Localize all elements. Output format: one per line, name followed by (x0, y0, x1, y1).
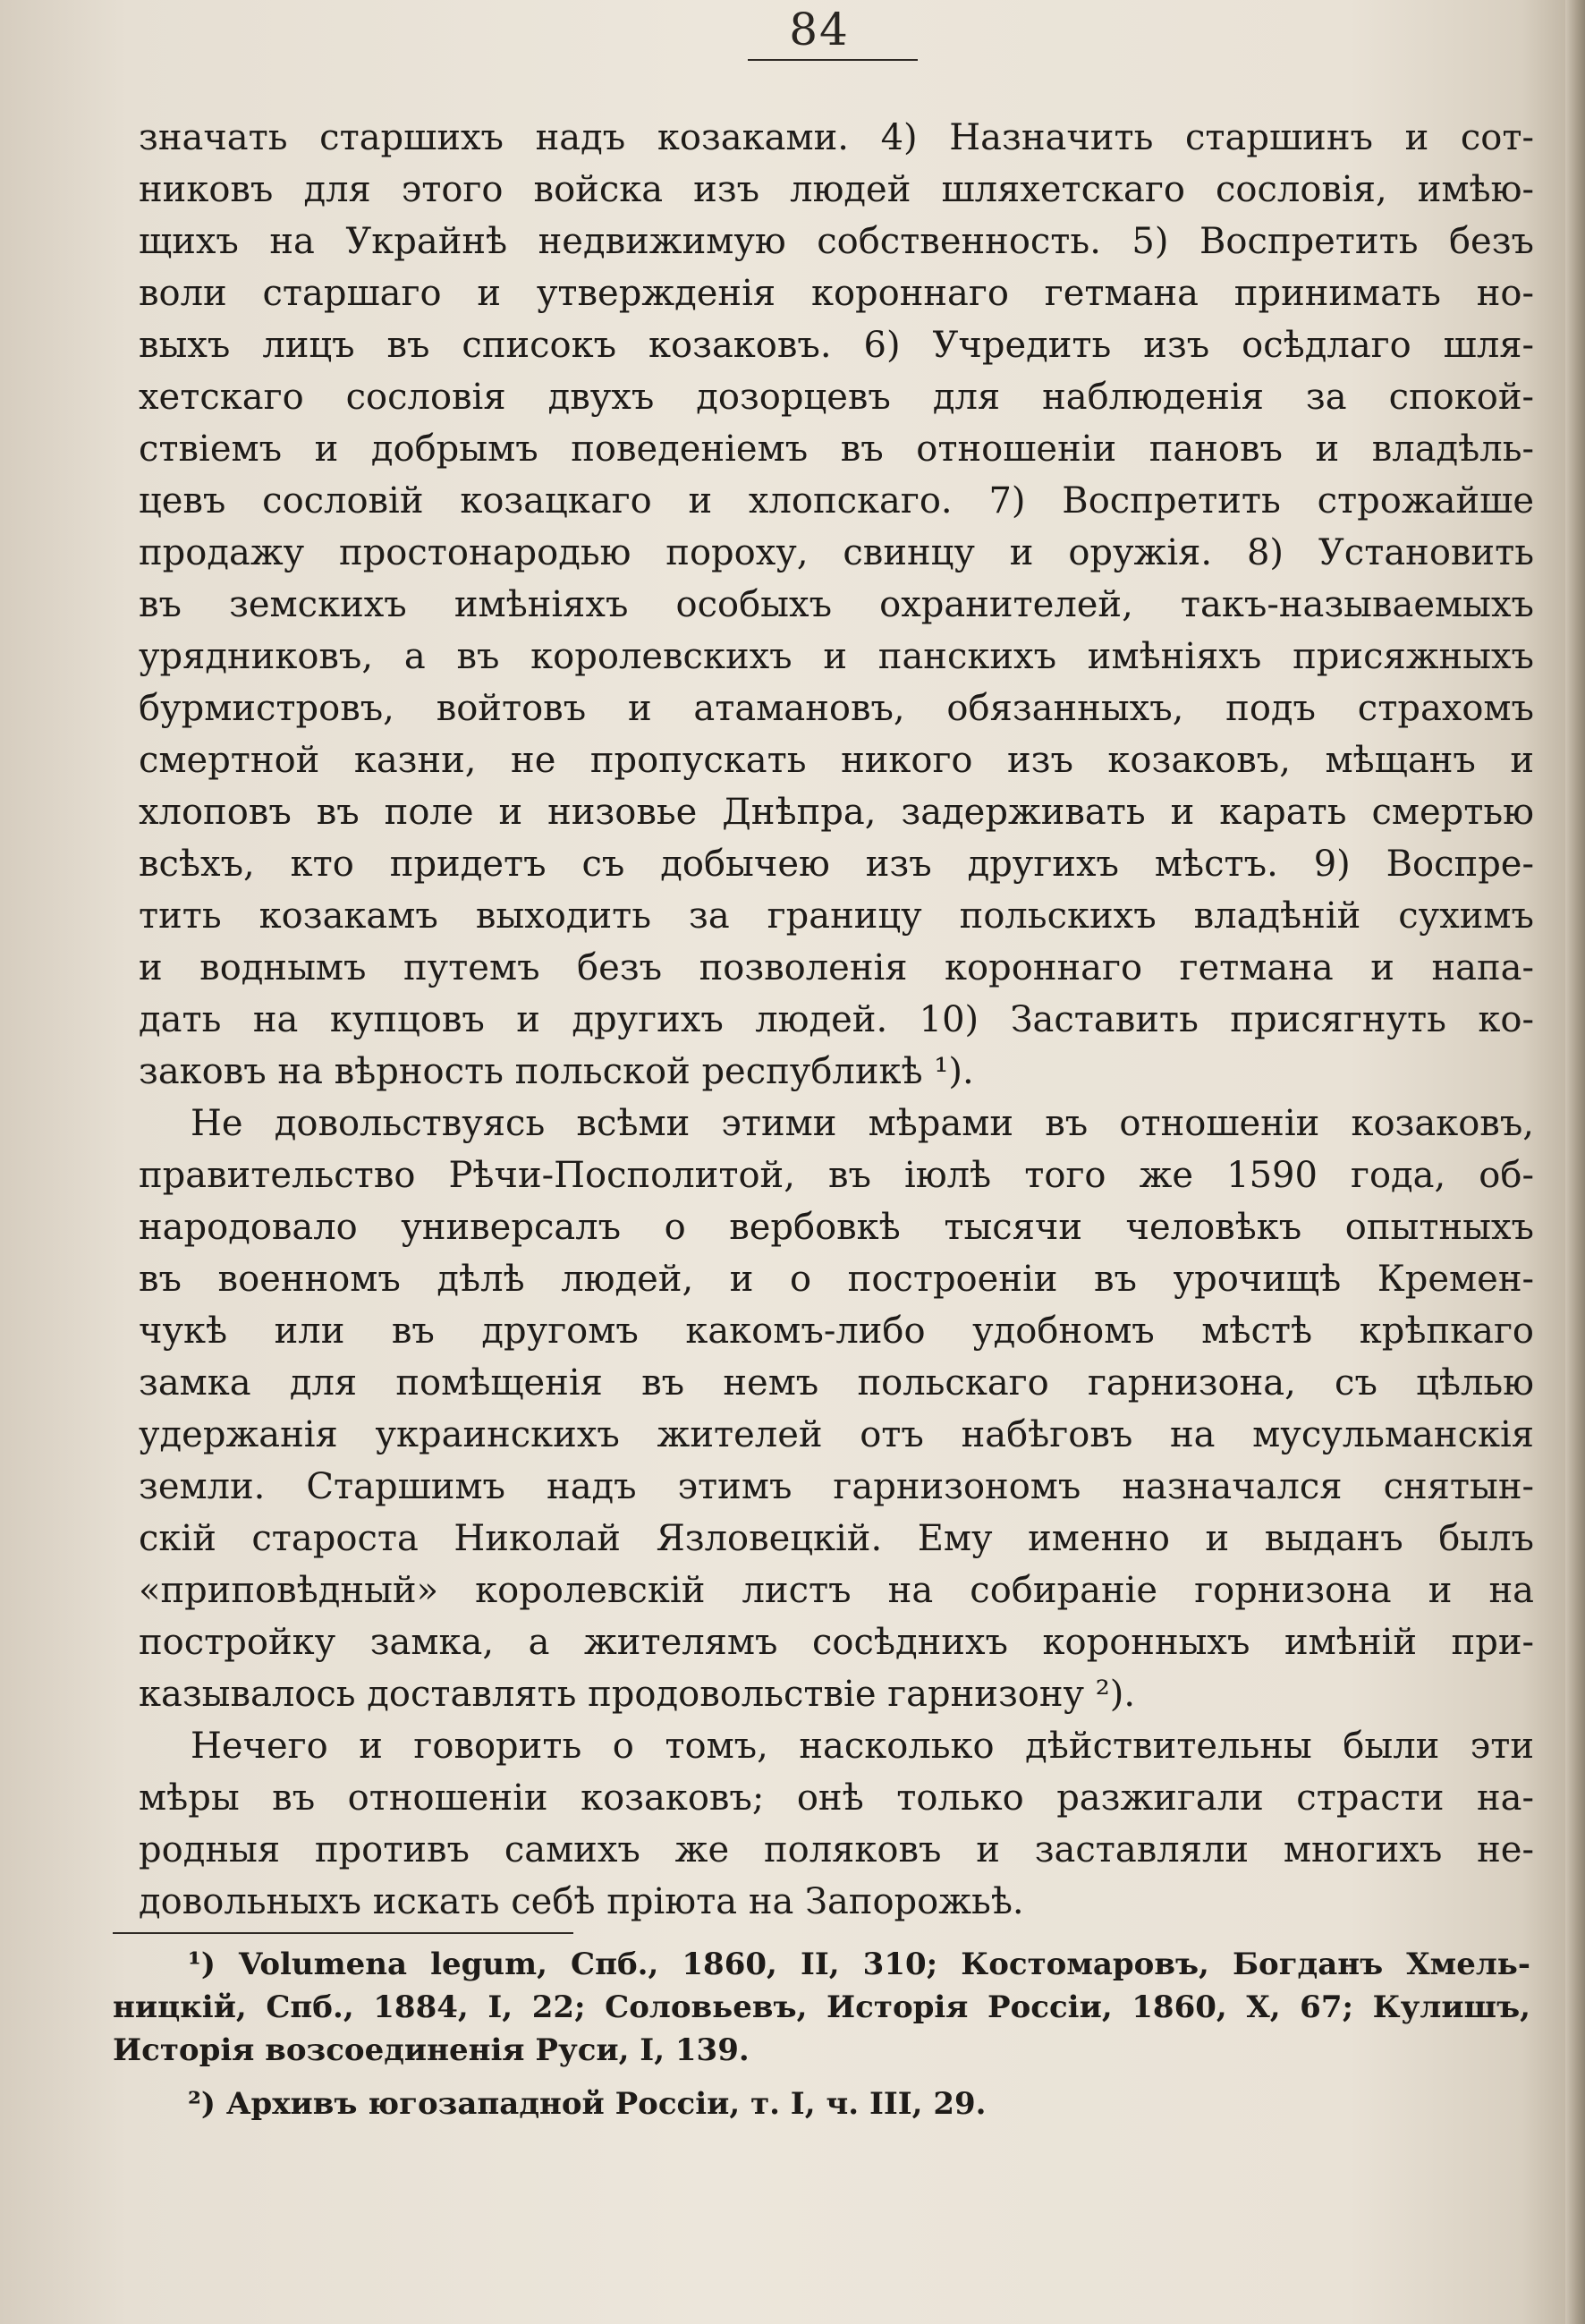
text-line: ствіемъ и добрымъ поведеніемъ въ отношеніи пановъ и владѣль- (139, 428, 1534, 470)
text-line: хлоповъ въ поле и низовье Днѣпра, задерживать и карать смертью (139, 792, 1534, 833)
text-line: «приповѣдный» королевскій листъ на собираніе горнизона и на (139, 1570, 1534, 1611)
footnote-2 (113, 2082, 1530, 2125)
footnote-1 (113, 1943, 1530, 2072)
text-line: заковъ на вѣрность польской республикѣ ¹). (139, 1051, 974, 1092)
footnote-line: ницкій, Спб., 1884, I, 22; Соловьевъ, Исторія Россіи, 1860, X, 67; Кулишъ, (113, 1989, 1530, 2025)
text-line: въ военномъ дѣлѣ людей, и о построеніи въ урочищѣ Кремен- (139, 1259, 1534, 1300)
text-line: смертной казни, не пропускать никого изъ козаковъ, мѣщанъ и (139, 740, 1534, 781)
text-line: довольныхъ искать себѣ пріюта на Запорожьѣ. (139, 1881, 1024, 1922)
text-line: удержанія украинскихъ жителей отъ набѣговъ на мусульманскія (139, 1414, 1534, 1455)
text-line: никовъ для этого войска изъ людей шляхетскаго сословія, имѣю- (139, 169, 1534, 210)
text-line: Нечего и говорить о томъ, насколько дѣйствительны были эти (191, 1726, 1534, 1767)
page-number: 84 (789, 4, 850, 55)
text-line: мѣры въ отношеніи козаковъ; онѣ только разжигали страсти на- (139, 1777, 1534, 1819)
header-rule (748, 59, 918, 61)
text-line: народовало универсалъ о вербовкѣ тысячи человѣкъ опытныхъ (139, 1207, 1534, 1248)
text-line: урядниковъ, а въ королевскихъ и панскихъ имѣніяхъ присяжныхъ (139, 636, 1534, 677)
text-line: продажу простонародью пороху, свинцу и оружія. 8) Установить (139, 532, 1534, 573)
text-line: щихъ на Украйнѣ недвижимую собственность. 5) Воспретить безъ (139, 221, 1534, 262)
text-line: земли. Старшимъ надъ этимъ гарнизономъ назначался снятын- (139, 1466, 1534, 1507)
text-line: казывалось доставлять продовольствіе гарнизону ²). (139, 1674, 1136, 1715)
text-line: тить козакамъ выходить за границу польскихъ владѣній сухимъ (139, 895, 1534, 937)
text-line: скій староста Николай Язловецкій. Ему именно и выданъ былъ (139, 1518, 1534, 1559)
footnotes (113, 1943, 1530, 2125)
paragraph-1 (139, 112, 1534, 1098)
footnote-rule (113, 1932, 573, 1934)
text-line: родныя противъ самихъ же поляковъ и заставляли многихъ не- (139, 1829, 1534, 1870)
footnote-line: Исторія возсоединенія Руси, I, 139. (113, 2032, 750, 2068)
text-line: чукѣ или въ другомъ какомъ-либо удобномъ мѣстѣ крѣпкаго (139, 1310, 1534, 1352)
text-line: выхъ лицъ въ списокъ козаковъ. 6) Учредить изъ осѣдлаго шля- (139, 325, 1534, 366)
page-edge-shadow (1565, 0, 1585, 2324)
body-text (139, 112, 1534, 1928)
text-line: всѣхъ, кто придетъ съ добычею изъ другихъ мѣстъ. 9) Воспре- (139, 844, 1534, 885)
text-line: цевъ сословій козацкаго и хлопскаго. 7) Воспретить строжайше (139, 480, 1534, 522)
text-line: значать старшихъ надъ козаками. 4) Назначить старшинъ и сот- (139, 117, 1534, 158)
text-line: замка для помѣщенія въ немъ польскаго гарнизона, съ цѣлью (139, 1362, 1534, 1404)
text-line: воли старшаго и утвержденія короннаго гетмана принимать но- (139, 273, 1534, 314)
text-line: правительство Рѣчи-Посполитой, въ іюлѣ того же 1590 года, об- (139, 1155, 1534, 1196)
text-line: бурмистровъ, войтовъ и атамановъ, обязанныхъ, подъ страхомъ (139, 688, 1534, 729)
footnote-gap (113, 2072, 1530, 2082)
text-line: постройку замка, а жителямъ сосѣднихъ коронныхъ имѣній при- (139, 1622, 1534, 1663)
paragraph-3 (139, 1720, 1534, 1928)
footnote-line: ¹) Volumena legum, Спб., 1860, II, 310; Костомаровъ, Богданъ Хмель- (188, 1947, 1530, 1982)
text-line: въ земскихъ имѣніяхъ особыхъ охранителей, такъ-называемыхъ (139, 584, 1534, 625)
text-line: и воднымъ путемъ безъ позволенія короннаго гетмана и напа- (139, 947, 1534, 988)
footnote-line: ²) Архивъ югозападной Россіи, т. I, ч. III, 29. (188, 2086, 987, 2122)
text-line: дать на купцовъ и другихъ людей. 10) Заставить присягнуть ко- (139, 999, 1534, 1040)
text-line: хетскаго сословія двухъ дозорцевъ для наблюденія за спокой- (139, 377, 1534, 418)
text-line: Не довольствуясь всѣми этими мѣрами въ отношеніи козаковъ, (191, 1103, 1534, 1144)
paragraph-2 (139, 1098, 1534, 1720)
